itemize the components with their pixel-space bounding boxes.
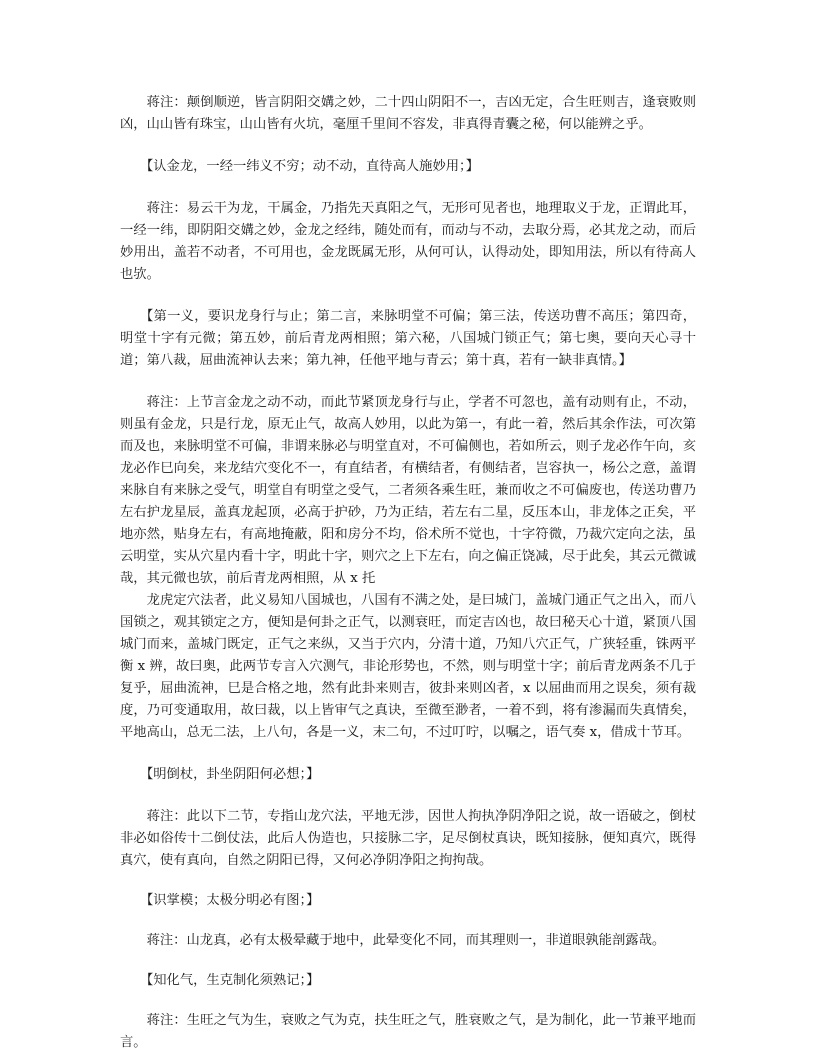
verse-heading: 【第一义，要识龙身行与止；第二言，来脉明堂不可偏；第三法，传送功曹不高压；第四奇，明堂十字有元微；第五妙，前后青龙两相照；第六秘，八国城门锁正气；第七奥，要向天心寻十道；第八裁，屈曲流神认去来；第九神，任他平地与青云；第十真，若有一缺非真情。】 bbox=[120, 309, 696, 368]
commentary-paragraph: 蒋注：易云干为龙，干属金，乃指先天真阳之气，无形可见者也，地理取义于龙，正谓此耳，一经一纬，即阴阳交媾之妙，金龙之经纬，随处而有，而动与不动，去取分焉，必其龙之动，而后妙用出，盖若不动者，不可用也，金龙既属无形，从何可认，认得动处，即知用法，所以有待高人也欤。 bbox=[120, 201, 696, 282]
verse-heading: 【知化气，生克制化须熟记；】 bbox=[139, 973, 320, 988]
document-page bbox=[120, 92, 696, 1054]
verse-heading: 【识掌模；太极分明必有图；】 bbox=[139, 893, 320, 908]
commentary-paragraph: 蒋注：上节言金龙之动不动，而此节紧顶龙身行与止，学者不可忽也，盖有动则有止，不动，则虽有金龙，只是行龙，原无止气，故高人妙用，以此为第一，有此一着，然后其余作法，可次第而及也，来脉明堂不可偏，非谓来脉必与明堂直对，不可偏侧也，若如所云，则子龙必作午向，亥龙必作巳向矣，来龙结穴变化不一，有直结者，有横结者，有侧结者，岂容执一，杨公之意，盖谓来脉自有来脉之受气，明堂自有明堂之受气，二者须各乘生旺，兼而收之不可偏废也，传送功曹乃左右护龙星辰，盖真龙起顶，必高于护砂，乃为正结，若左右二星，反压本山，非龙体之正矣，平地亦然，贴身左右，有高地掩蔽，阳和房分不均，俗术所不觉也，十字符微，乃裁穴定向之法，虽云明堂，实从穴星内看十字，明此十字，则穴之上下左右，向之偏正饶减，尽于此矣，其云元微诚哉，其元微也欤，前后青龙两相照，从 x 托 bbox=[120, 395, 696, 586]
commentary-paragraph: 蒋注：颠倒顺逆，皆言阴阳交媾之妙，二十四山阴阳不一，吉凶无定，合生旺则吉，逢衰败则凶，山山皆有珠宝，山山皆有火坑，毫厘千里间不容发，非真得青囊之秘，何以能辨之乎。 bbox=[120, 95, 696, 132]
commentary-paragraph: 蒋注：此以下二节，专指山龙穴法，平地无涉，因世人拘执净阴净阳之说，故一语破之，倒杖非必如俗传十二倒仗法，此后人伪造也，只接脉二字，足尽倒杖真诀，既知接脉，便知真穴，既得真穴，使有真向，自然之阴阳已得，又何必净阴净阳之拘拘哉。 bbox=[120, 809, 696, 868]
commentary-paragraph: 蒋注：生旺之气为生，衰败之气为克，扶生旺之气，胜衰败之气，是为制化，此一节兼平地而言。 bbox=[120, 1013, 696, 1050]
commentary-paragraph: 龙虎定穴法者，此义易知八国城也，八国有不满之处，是曰城门，盖城门通正气之出入，而八国锁之，观其锁定之方，便知是何卦之正气，以测衰旺，而定吉凶也，故曰秘天心十道，紧顶八国城门而来，盖城门既定，正气之来纵，又当于穴内，分清十道，乃知八穴正气，广狭轻重，铢两平衡 x 辨，故曰奥，此两节专言入穴测气，非论形势也，不然，则与明堂十字；前后青龙两条不几于复乎，屈曲流神，巳是合格之地，然有此卦来则吉，彼卦来则凶者，x 以屈曲而用之误矣，须有裁度，乃可变通取用，故曰裁，以上皆审气之真诀，至微至渺者，一着不到，将有渗漏而失真情矣，平地高山，总无二法，上八句，各是一义，末二句，不过叮咛，以嘱之，语气奏 x，借成十节耳。 bbox=[120, 593, 696, 740]
verse-heading: 【认金龙，一经一纬义不穷；动不动，直待高人施妙用；】 bbox=[139, 159, 480, 174]
commentary-paragraph: 蒋注：山龙真，必有太极晕藏于地中，此晕变化不同，而其理则一，非道眼孰能剖露哉。 bbox=[146, 933, 666, 948]
verse-heading: 【明倒杖，卦坐阴阳何必想；】 bbox=[139, 767, 320, 782]
